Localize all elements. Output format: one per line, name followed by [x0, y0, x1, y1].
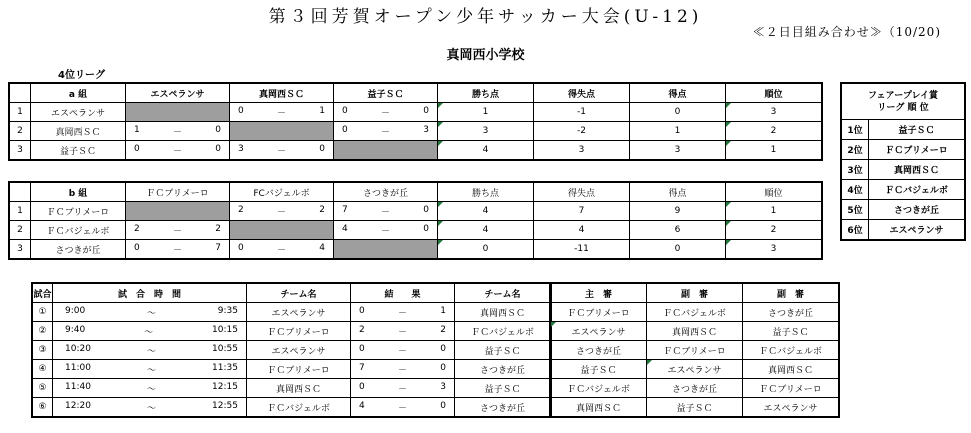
referee-row: [550, 379, 839, 398]
time-separator: ～: [146, 346, 156, 357]
fairplay-header-line1: フェアープレイ賞: [867, 90, 939, 101]
score-home: 0: [342, 124, 348, 135]
fairplay-team: ＦＣブリメーロ: [869, 140, 966, 160]
fairplay-header: [841, 83, 965, 120]
rank-cell: 1: [726, 202, 823, 221]
fairplay-rank: 1位: [841, 120, 869, 140]
team-name: 益子ＳＣ: [31, 141, 126, 161]
match-cell: [126, 240, 230, 260]
fairplay-rank: 3位: [841, 160, 869, 180]
schedule-row: [32, 303, 551, 322]
score-dash: －: [380, 207, 390, 218]
match-time: [53, 398, 247, 418]
blocked-cell: [126, 103, 230, 122]
main-referee: さつきが丘: [550, 341, 647, 360]
score-dash: －: [380, 108, 390, 119]
group-b-col-rank: 順位: [726, 182, 823, 202]
group-b-col-team-1: ＦＣブリメーロ: [126, 182, 230, 202]
score-away: 3: [440, 381, 446, 392]
match-time: [53, 322, 247, 341]
match-cell: [334, 103, 438, 122]
home-team: ＦＣバジェルボ: [247, 398, 351, 418]
score-away: 2: [319, 204, 325, 215]
score-away: 1: [319, 105, 325, 116]
score-home: 0: [238, 242, 244, 253]
score-home: 0: [134, 242, 140, 253]
assistant-referee: 真岡西ＳＣ: [647, 322, 743, 341]
end-time: 12:55: [212, 400, 238, 411]
start-time: 9:40: [65, 324, 86, 335]
diff-cell: -2: [534, 122, 630, 141]
schedule-col-time: 試 合 時 間: [53, 283, 247, 303]
end-time: 11:35: [212, 362, 238, 373]
schedule-col-team1: チーム名: [247, 283, 351, 303]
diff-cell: 7: [534, 202, 630, 221]
schedule-row: [32, 398, 551, 418]
score-home: 0: [342, 105, 348, 116]
group-b-row: [9, 221, 822, 240]
assistant-referee: 真岡西ＳＣ: [743, 360, 840, 379]
group-b-col-team-2: FCバジェルボ: [230, 182, 334, 202]
group-a-col-team-1: エスペランサ: [126, 83, 230, 103]
points-cell: 4: [438, 202, 534, 221]
fairplay-header-line2: リーグ 順 位: [877, 102, 929, 113]
fairplay-rank: 4位: [841, 180, 869, 200]
match-cell: [230, 202, 334, 221]
main-referee: エスペランサ: [550, 322, 647, 341]
score-home: 2: [359, 324, 365, 335]
assistant-referee: さつきが丘: [743, 303, 840, 322]
group-a-label: a 組: [31, 83, 126, 103]
group-a-col-rank: 順位: [726, 83, 823, 103]
score-away: 0: [215, 143, 221, 154]
score-away: 0: [440, 400, 446, 411]
schedule-col-result: 結 果: [351, 283, 455, 303]
match-result: [351, 303, 455, 322]
referee-row: [550, 341, 839, 360]
row-number: 3: [9, 141, 31, 161]
group-a-col-points: 勝ち点: [438, 83, 534, 103]
fairplay-row: [841, 180, 965, 200]
referee-header-row: [550, 283, 839, 303]
main-referee: ＦＣブリメーロ: [550, 303, 647, 322]
match-time: [53, 341, 247, 360]
fairplay-table: [840, 82, 966, 241]
venue-name: 真岡西小学校: [446, 48, 525, 63]
fairplay-row: [841, 160, 965, 180]
group-a-header-row: [9, 83, 822, 103]
score-home: 2: [238, 204, 244, 215]
diff-cell: -11: [534, 240, 630, 260]
team-name: 真岡西ＳＣ: [31, 122, 126, 141]
away-team: さつきが丘: [455, 360, 552, 379]
match-number: ⑤: [32, 379, 53, 398]
match-result: [351, 398, 455, 418]
score-dash: －: [276, 108, 286, 119]
group-a-table: [8, 82, 823, 161]
points-cell: 3: [438, 122, 534, 141]
score-away: 0: [440, 362, 446, 373]
group-b-col-points: 勝ち点: [438, 182, 534, 202]
match-cell: [334, 221, 438, 240]
score-away: 0: [423, 223, 429, 234]
match-time: [53, 360, 247, 379]
score-dash: －: [397, 327, 407, 338]
score-home: 7: [359, 362, 365, 373]
team-name: ＦＣバジェルボ: [31, 221, 126, 240]
match-cell: [230, 103, 334, 122]
fairplay-team: ＦＣバジェルボ: [869, 180, 966, 200]
score-home: 0: [238, 105, 244, 116]
group-b-col-team-3: さつきが丘: [334, 182, 438, 202]
start-time: 11:00: [65, 362, 91, 373]
score-home: 4: [342, 223, 348, 234]
score-away: 1: [440, 305, 446, 316]
score-home: 1: [134, 124, 140, 135]
score-dash: －: [172, 245, 182, 256]
goals-cell: 0: [630, 240, 726, 260]
match-number: ②: [32, 322, 53, 341]
start-time: 11:40: [65, 381, 91, 392]
points-cell: 4: [438, 221, 534, 240]
score-home: 0: [359, 343, 365, 354]
match-result: [351, 379, 455, 398]
score-away: 4: [319, 242, 325, 253]
points-cell: 4: [438, 141, 534, 161]
away-team: 益子ＳＣ: [455, 379, 552, 398]
match-result: [351, 341, 455, 360]
group-a-row: [9, 141, 822, 161]
row-number: 1: [9, 202, 31, 221]
match-result: [351, 322, 455, 341]
group-a-col-team-2: 真岡西ＳＣ: [230, 83, 334, 103]
away-team: 真岡西ＳＣ: [455, 303, 552, 322]
goals-cell: 0: [630, 103, 726, 122]
match-cell: [230, 240, 334, 260]
home-team: ＦＣブリメーロ: [247, 322, 351, 341]
group-b-row: [9, 240, 822, 260]
score-away: 0: [423, 105, 429, 116]
rank-cell: 3: [726, 240, 823, 260]
points-cell: 0: [438, 240, 534, 260]
schedule-row: [32, 341, 551, 360]
team-name: ＦＣブリメーロ: [31, 202, 126, 221]
score-dash: －: [276, 245, 286, 256]
group-b-col-diff: 得失点: [534, 182, 630, 202]
match-time: [53, 379, 247, 398]
blocked-cell: [230, 221, 334, 240]
diff-cell: -1: [534, 103, 630, 122]
team-name: さつきが丘: [31, 240, 126, 260]
blocked-cell: [230, 122, 334, 141]
group-a-col-goals: 得点: [630, 83, 726, 103]
league-label: 4位リーグ: [58, 70, 105, 81]
group-b-label: b 組: [31, 182, 126, 202]
assistant-referee: ＦＣブリメーロ: [743, 379, 840, 398]
match-result: [351, 360, 455, 379]
score-dash: －: [172, 146, 182, 157]
schedule-col-match: 試合: [32, 283, 53, 303]
match-cell: [334, 202, 438, 221]
rank-cell: 2: [726, 122, 823, 141]
referee-row: [550, 303, 839, 322]
end-time: 12:15: [212, 381, 238, 392]
match-number: ④: [32, 360, 53, 379]
schedule-row: [32, 360, 551, 379]
fairplay-team: 益子ＳＣ: [869, 120, 966, 140]
fairplay-rank: 2位: [841, 140, 869, 160]
end-time: 10:55: [212, 343, 238, 354]
score-home: 4: [359, 400, 365, 411]
time-separator: ～: [144, 327, 154, 338]
score-dash: －: [397, 346, 407, 357]
score-away: 0: [319, 143, 325, 154]
score-dash: －: [276, 207, 286, 218]
match-cell: [126, 141, 230, 161]
referee-row: [550, 322, 839, 341]
fairplay-row: [841, 120, 965, 140]
assistant-referee: ＦＣバジェルボ: [743, 341, 840, 360]
row-number: 2: [9, 221, 31, 240]
group-a-row: [9, 122, 822, 141]
score-away: 2: [440, 324, 446, 335]
match-cell: [334, 122, 438, 141]
rank-cell: 2: [726, 221, 823, 240]
group-b-col-goals: 得点: [630, 182, 726, 202]
fairplay-rank: 6位: [841, 220, 869, 241]
home-team: ＦＣブリメーロ: [247, 360, 351, 379]
assistant-referee: さつきが丘: [647, 379, 743, 398]
score-home: 7: [342, 204, 348, 215]
score-dash: －: [380, 127, 390, 138]
row-number: 1: [9, 103, 31, 122]
assistant-referee: エスペランサ: [743, 398, 840, 418]
points-cell: 1: [438, 103, 534, 122]
main-referee: 益子ＳＣ: [550, 360, 647, 379]
match-number: ③: [32, 341, 53, 360]
score-away: 0: [423, 204, 429, 215]
blocked-cell: [334, 240, 438, 260]
score-dash: －: [172, 127, 182, 138]
diff-cell: 4: [534, 221, 630, 240]
score-dash: －: [397, 384, 407, 395]
fairplay-team: さつきが丘: [869, 200, 966, 220]
assistant-referee: ＦＣバジェルボ: [647, 303, 743, 322]
diff-cell: 3: [534, 141, 630, 161]
schedule-row: [32, 379, 551, 398]
score-home: 2: [134, 223, 140, 234]
score-away: 0: [440, 343, 446, 354]
time-separator: ～: [146, 308, 156, 319]
score-dash: －: [276, 146, 286, 157]
goals-cell: 6: [630, 221, 726, 240]
match-cell: [230, 141, 334, 161]
home-team: 真岡西ＳＣ: [247, 379, 351, 398]
match-number: ①: [32, 303, 53, 322]
away-team: ＦＣバジェルボ: [455, 322, 552, 341]
rank-cell: 1: [726, 141, 823, 161]
page-subtitle: ≪２日目組み合わせ≫（10/20): [752, 25, 941, 39]
referee-row: [550, 398, 839, 418]
goals-cell: 1: [630, 122, 726, 141]
fairplay-rank: 5位: [841, 200, 869, 220]
match-cell: [126, 221, 230, 240]
score-away: 0: [215, 124, 221, 135]
end-time: 9:35: [217, 305, 238, 316]
schedule-table: [31, 282, 552, 418]
assistant-referee: ＦＣブリメーロ: [647, 341, 743, 360]
score-away: 7: [215, 242, 221, 253]
score-dash: －: [172, 226, 182, 237]
referee-table: [549, 282, 840, 418]
blocked-cell: [334, 141, 438, 161]
score-home: 0: [359, 305, 365, 316]
assistant-referee: 益子ＳＣ: [743, 322, 840, 341]
main-referee: ＦＣバジェルボ: [550, 379, 647, 398]
page-title: 第３回芳賀オープン少年サッカー大会(U-12): [268, 7, 703, 27]
score-dash: －: [397, 403, 407, 414]
time-separator: ～: [146, 365, 156, 376]
start-time: 9:00: [65, 305, 86, 316]
schedule-col-team2: チーム名: [455, 283, 552, 303]
match-time: [53, 303, 247, 322]
score-dash: －: [397, 365, 407, 376]
rank-cell: 3: [726, 103, 823, 122]
start-time: 10:20: [65, 343, 91, 354]
blocked-cell: [126, 202, 230, 221]
fairplay-header-row: [841, 83, 965, 120]
referee-col-main: 主 審: [550, 283, 647, 303]
score-dash: －: [380, 226, 390, 237]
row-number: 3: [9, 240, 31, 260]
group-b-table: [8, 181, 823, 260]
score-dash: －: [397, 308, 407, 319]
fairplay-team: 真岡西ＳＣ: [869, 160, 966, 180]
match-number: ⑥: [32, 398, 53, 418]
schedule-row: [32, 322, 551, 341]
group-b-header-row: [9, 182, 822, 202]
fairplay-row: [841, 140, 965, 160]
group-a-col-diff: 得失点: [534, 83, 630, 103]
assistant-referee: エスペランサ: [647, 360, 743, 379]
group-a-row: [9, 103, 822, 122]
corner-cell: [9, 83, 31, 103]
match-cell: [126, 122, 230, 141]
schedule-header-row: [32, 283, 551, 303]
referee-col-assistant-2: 副 審: [743, 283, 840, 303]
score-away: 2: [215, 223, 221, 234]
referee-col-assistant-1: 副 審: [647, 283, 743, 303]
fairplay-team: エスペランサ: [869, 220, 966, 241]
corner-cell: [9, 182, 31, 202]
end-time: 10:15: [212, 324, 238, 335]
fairplay-row: [841, 220, 965, 241]
home-team: エスペランサ: [247, 303, 351, 322]
referee-row: [550, 360, 839, 379]
group-b-row: [9, 202, 822, 221]
team-name: エスペランサ: [31, 103, 126, 122]
fairplay-row: [841, 200, 965, 220]
main-referee: 真岡西ＳＣ: [550, 398, 647, 418]
time-separator: ～: [146, 403, 156, 414]
group-a-col-team-3: 益子ＳＣ: [334, 83, 438, 103]
assistant-referee: 益子ＳＣ: [647, 398, 743, 418]
row-number: 2: [9, 122, 31, 141]
home-team: エスペランサ: [247, 341, 351, 360]
away-team: 益子ＳＣ: [455, 341, 552, 360]
start-time: 12:20: [65, 400, 91, 411]
score-home: 0: [359, 381, 365, 392]
time-separator: ～: [146, 384, 156, 395]
score-home: 0: [134, 143, 140, 154]
score-away: 3: [423, 124, 429, 135]
score-home: 3: [238, 143, 244, 154]
goals-cell: 3: [630, 141, 726, 161]
away-team: さつきが丘: [455, 398, 552, 418]
goals-cell: 9: [630, 202, 726, 221]
